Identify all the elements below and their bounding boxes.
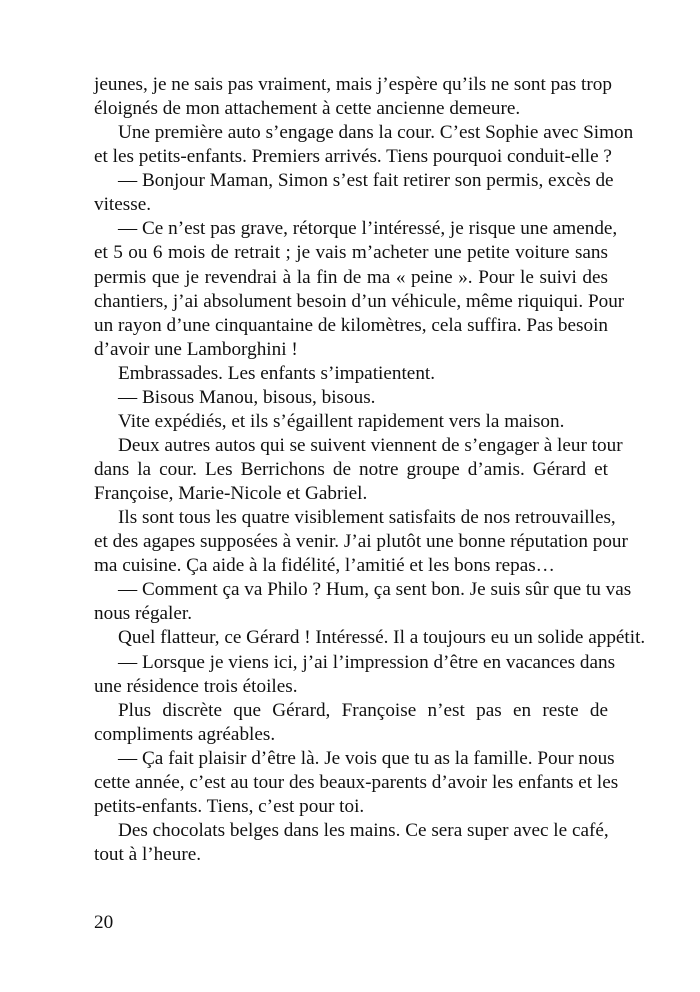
paragraph <box>94 169 614 217</box>
text-line: Ils sont tous les quatre visiblement satisfaits de nos retrouvailles, <box>118 507 616 529</box>
text-line: d’avoir une Lamborghini ! <box>94 338 298 360</box>
paragraph <box>94 699 608 747</box>
paragraph <box>94 434 623 506</box>
text-line: Des chocolats belges dans les mains. Ce sera super avec le café, <box>118 819 609 841</box>
text-line: Embrassades. Les enfants s’impatientent. <box>118 362 436 384</box>
text-line: compliments agréables. <box>94 723 276 745</box>
paragraph <box>94 626 646 650</box>
paragraph <box>94 217 625 361</box>
text-line: — Comment ça va Philo ? Hum, ça sent bon. Je suis sûr que tu vas <box>118 579 632 601</box>
text-line: Françoise, Marie-Nicole et Gabriel. <box>94 483 368 505</box>
text-line: Plus discrète que Gérard, Françoise n’est pas en reste de <box>118 699 608 721</box>
page-body <box>94 73 646 867</box>
text-line: vitesse. <box>94 194 152 216</box>
text-line: et des agapes supposées à venir. J’ai plutôt une bonne réputation pour <box>94 531 628 553</box>
paragraph <box>94 506 628 578</box>
paragraph <box>94 410 608 434</box>
paragraph <box>94 362 608 386</box>
text-line: — Ça fait plaisir d’être là. Je vois que tu as la famille. Pour nous <box>118 747 615 769</box>
text-line: — Bonjour Maman, Simon s’est fait retirer son permis, excès de <box>118 170 614 192</box>
text-line: Deux autres autos qui se suivent viennent de s’engager à leur tour <box>118 434 623 456</box>
paragraph <box>94 578 632 626</box>
text-line: Vite expédiés, et ils s’égaillent rapidement vers la maison. <box>118 410 565 432</box>
text-line: ma cuisine. Ça aide à la fidélité, l’amitié et les bons repas… <box>94 555 555 577</box>
paragraph <box>94 747 619 819</box>
text-line: et les petits-enfants. Premiers arrivés. Tiens pourquoi conduit-elle ? <box>94 146 612 168</box>
page-number: 20 <box>94 912 114 933</box>
text-line: cette année, c’est au tour des beaux-parents d’avoir les enfants et les <box>94 771 619 793</box>
paragraph <box>94 819 608 867</box>
text-line: — Lorsque je viens ici, j’ai l’impression d’être en vacances dans <box>118 651 616 673</box>
paragraph <box>94 73 612 121</box>
text-line: nous régaler. <box>94 603 193 625</box>
text-line: Une première auto s’engage dans la cour. C’est Sophie avec Simon <box>118 122 634 144</box>
paragraph <box>94 386 608 410</box>
text-line: permis que je revendrai à la fin de ma « peine ». Pour le suivi des <box>94 266 608 288</box>
text-line: — Bisous Manou, bisous, bisous. <box>118 386 376 408</box>
text-line: éloignés de mon attachement à cette ancienne demeure. <box>94 98 521 120</box>
text-line: et 5 ou 6 mois de retrait ; je vais m’acheter une petite voiture sans <box>94 242 608 264</box>
text-line: un rayon d’une cinquantaine de kilomètres, cela suffira. Pas besoin <box>94 314 608 336</box>
paragraph <box>94 121 634 169</box>
text-line: dans la cour. Les Berrichons de notre groupe d’amis. Gérard et <box>94 459 608 480</box>
text-line: Quel flatteur, ce Gérard ! Intéressé. Il a toujours eu un solide appétit. <box>118 627 646 649</box>
text-line: petits-enfants. Tiens, c’est pour toi. <box>94 795 365 817</box>
text-line: — Ce n’est pas grave, rétorque l’intéressé, je risque une amende, <box>118 218 618 240</box>
text-line: tout à l’heure. <box>94 844 202 865</box>
text-line: une résidence trois étoiles. <box>94 675 298 697</box>
text-line: chantiers, j’ai absolument besoin d’un véhicule, même riquiqui. Pour <box>94 290 625 312</box>
paragraph <box>94 651 616 699</box>
text-line: jeunes, je ne sais pas vraiment, mais j’espère qu’ils ne sont pas trop <box>94 74 612 95</box>
